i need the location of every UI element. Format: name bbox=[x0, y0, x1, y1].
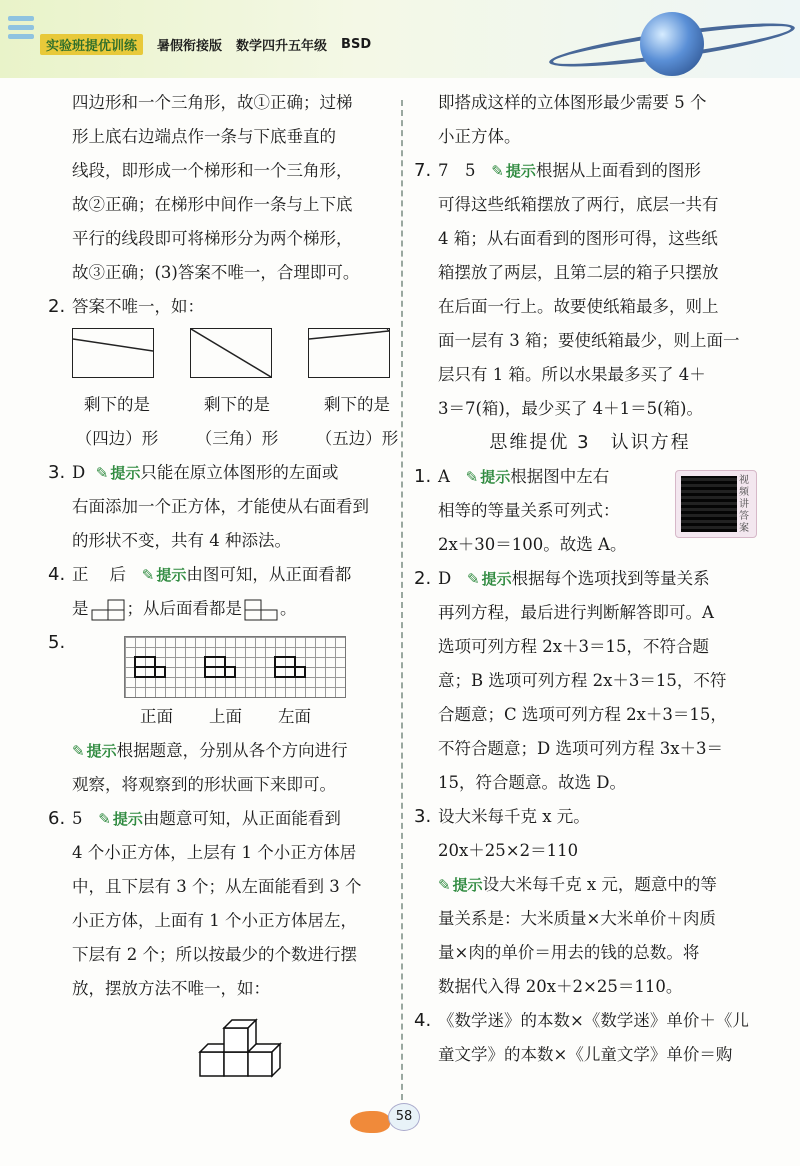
rect-figure-quadrilateral bbox=[72, 328, 154, 378]
text-line: 右面添加一个正方体，才能使从右面看到 bbox=[72, 497, 369, 516]
hint-label: ✎ 提示 bbox=[98, 810, 143, 828]
question-number: 3. bbox=[48, 462, 66, 483]
text-line: 下层有 2 个；所以按最少的个数进行摆 bbox=[72, 945, 357, 964]
view-grid-figure bbox=[48, 630, 393, 714]
text-line: 意；B 选项可列方程 2x＋3＝15，不符 bbox=[438, 671, 727, 690]
hint-text: 由图可知，从正面看都 bbox=[186, 565, 352, 584]
answer: 后 bbox=[109, 565, 126, 584]
dotted-grid bbox=[124, 636, 346, 698]
hint-label: ✎ 提示 bbox=[142, 566, 187, 584]
text-line: 的形状不变，共有 4 种添法。 bbox=[72, 531, 291, 550]
back-view-shape bbox=[244, 599, 278, 621]
hint-label: ✎ 提示 bbox=[438, 876, 483, 894]
answer: 5 bbox=[72, 809, 83, 828]
hint-label: ✎ 提示 bbox=[72, 742, 117, 760]
text-line: 观察，将观察到的形状画下来即可。 bbox=[72, 775, 336, 794]
hint-label: ✎ 提示 bbox=[491, 162, 536, 180]
page-number: 58 bbox=[388, 1103, 420, 1131]
subject-label: 数学四升五年级 bbox=[236, 38, 328, 54]
figure-captions-2 bbox=[48, 422, 402, 456]
series-brand: 实验班提优训练 bbox=[40, 34, 143, 55]
question-3 bbox=[48, 456, 393, 490]
question-number: 5. bbox=[48, 632, 66, 653]
text-line: 故②正确；在梯形中间作一条与上下底 bbox=[72, 195, 353, 214]
answer: A bbox=[438, 467, 450, 486]
section-title: 思维提优 3 认识方程 bbox=[489, 432, 691, 453]
hint-line bbox=[48, 734, 393, 768]
page-header bbox=[0, 0, 800, 78]
text-line: 小正方体，上面有 1 个小正方体居左， bbox=[72, 911, 357, 930]
text-line: 层只有 1 箱。所以水果最多买了 4＋ bbox=[438, 365, 706, 384]
text-line: 不符合题意；D 选项可列方程 3x＋3＝ bbox=[438, 739, 724, 758]
qr-caption: 视频讲答案 bbox=[739, 475, 749, 534]
answer: 7 5 bbox=[438, 161, 476, 180]
front-view-shape bbox=[91, 599, 125, 621]
hint-label: ✎ 提示 bbox=[96, 464, 141, 482]
cube-stack-figure bbox=[48, 1006, 393, 1082]
section-question-2 bbox=[414, 562, 766, 596]
split-rect-figures bbox=[48, 324, 393, 388]
text-line: 箱摆放了两层，且第二层的箱子只摆放 bbox=[438, 263, 719, 282]
section-question-4 bbox=[414, 1004, 766, 1038]
hint-line bbox=[414, 868, 766, 902]
left-column bbox=[48, 86, 399, 1082]
column-divider bbox=[401, 100, 403, 1110]
page-footer bbox=[350, 1095, 450, 1143]
hint-text: 根据图中左右 bbox=[510, 467, 610, 486]
video-answer-qr[interactable] bbox=[675, 470, 757, 538]
question-6 bbox=[48, 802, 393, 836]
hint-text: 由题意可知，从正面能看到 bbox=[142, 809, 341, 828]
question-7 bbox=[414, 154, 766, 188]
text-line: 合题意；C 选项可列方程 2x＋3＝15， bbox=[438, 705, 727, 724]
text-fragment: 《数学迷》的本数×《数学迷》单价＋《儿 bbox=[438, 1011, 749, 1030]
qr-code-icon bbox=[681, 476, 737, 532]
figure-caption: 剩下的是 bbox=[84, 395, 150, 414]
view-label: 左面 bbox=[278, 707, 311, 726]
hint-text: 根据每个选项找到等量关系 bbox=[511, 569, 710, 588]
equation-line: 20x＋25×2＝110 bbox=[438, 841, 579, 860]
text-line: 4 个小正方体，上层有 1 个小正方体居 bbox=[72, 843, 357, 862]
hint-text: 根据从上面看到的图形 bbox=[535, 161, 701, 180]
question-2 bbox=[48, 290, 393, 324]
text-fragment: 。 bbox=[280, 599, 297, 618]
text-line: 童文学》的本数×《儿童文学》单价＝购 bbox=[438, 1045, 733, 1064]
text-line: 故③正确；(3)答案不唯一，合理即可。 bbox=[72, 263, 360, 282]
question-number: 2. bbox=[414, 568, 432, 589]
text-line: 选项可列方程 2x＋3＝15，不符合题 bbox=[438, 637, 710, 656]
question-number: 2. bbox=[48, 296, 66, 317]
text-line: 小正方体。 bbox=[438, 127, 521, 146]
question-number: 1. bbox=[414, 466, 432, 487]
text-line: 2x＋30＝100。故选 A。 bbox=[438, 535, 627, 554]
figure-caption: （四边）形 bbox=[75, 429, 159, 448]
header-bar bbox=[40, 34, 371, 54]
fish-mascot-icon bbox=[350, 1111, 390, 1133]
text-line: 再列方程，最后进行判断解答即可。A bbox=[438, 603, 714, 622]
section-question-3 bbox=[414, 800, 766, 834]
figure-caption: （五边）形 bbox=[315, 429, 399, 448]
hint-label: ✎ 提示 bbox=[466, 468, 511, 486]
rect-figure-triangle bbox=[190, 328, 272, 378]
text-line: 面一层有 3 箱；要使纸箱最少，则上面一 bbox=[438, 331, 740, 350]
text-line: 放，摆放方法不唯一，如： bbox=[72, 979, 270, 998]
hint-text: 根据题意，分别从各个方向进行 bbox=[116, 741, 348, 760]
text-line: 平行的线段即可将梯形分为两个梯形， bbox=[72, 229, 353, 248]
question-4 bbox=[48, 558, 393, 592]
planet-illustration bbox=[640, 12, 704, 76]
text-line: 线段，即形成一个梯形和一个三角形， bbox=[72, 161, 353, 180]
figure-caption: 剩下的是 bbox=[324, 395, 390, 414]
text-fragment: ；从后面看都是 bbox=[126, 599, 242, 618]
text-line: 形上底右边端点作一条与下底垂直的 bbox=[72, 127, 336, 146]
text-line: 数据代入得 20x＋2×25＝110。 bbox=[438, 977, 683, 996]
question-number: 4. bbox=[48, 564, 66, 585]
text-line: 在后面一行上。故要使纸箱最多，则上 bbox=[438, 297, 719, 316]
text-line: 4 箱；从右面看到的图形可得，这些纸 bbox=[438, 229, 718, 248]
question-number: 6. bbox=[48, 808, 66, 829]
question-4-line-2 bbox=[48, 592, 393, 626]
figure-caption: （三角）形 bbox=[195, 429, 279, 448]
text-line: 15，符合题意。故选 D。 bbox=[438, 773, 626, 792]
text-line: 3＝7(箱)，最少买了 4＋1＝5(箱)。 bbox=[438, 399, 703, 418]
text-line: 即搭成这样的立体图形最少需要 5 个 bbox=[438, 93, 707, 112]
edition-label: 暑假衔接版 bbox=[157, 38, 223, 54]
question-text: 答案不唯一，如： bbox=[72, 297, 204, 316]
figure-caption: 剩下的是 bbox=[204, 395, 270, 414]
view-label: 上面 bbox=[209, 707, 242, 726]
text-line: 四边形和一个三角形，故①正确；过梯 bbox=[72, 93, 353, 112]
hint-text: 只能在原立体图形的左面或 bbox=[140, 463, 339, 482]
hint-label: ✎ 提示 bbox=[467, 570, 512, 588]
text-line: 中，且下层有 3 个；从左面能看到 3 个 bbox=[72, 877, 362, 896]
question-number: 3. bbox=[414, 806, 432, 827]
text-fragment: 是 bbox=[72, 599, 89, 618]
text-line: 量×肉的单价＝用去的钱的总数。将 bbox=[438, 943, 700, 962]
text-line: 量关系是：大米质量×大米单价＋肉质 bbox=[438, 909, 716, 928]
answer: 正 bbox=[72, 565, 89, 584]
text-fragment: 设大米每千克 x 元。 bbox=[438, 807, 590, 826]
figure-captions-1 bbox=[48, 388, 402, 422]
text-line: 可得这些纸箱摆放了两行，底层一共有 bbox=[438, 195, 719, 214]
question-number: 4. bbox=[414, 1010, 432, 1031]
publisher-code: BSD bbox=[341, 36, 372, 52]
question-number: 7. bbox=[414, 160, 432, 181]
view-label: 正面 bbox=[140, 707, 173, 726]
rect-figure-pentagon bbox=[308, 328, 390, 378]
right-column bbox=[414, 86, 766, 1072]
header-decoration bbox=[8, 16, 34, 56]
answer: D bbox=[72, 463, 86, 482]
text-line: 相等的等量关系可列式： bbox=[438, 501, 620, 520]
hint-text: 设大米每千克 x 元，题意中的等 bbox=[482, 875, 717, 894]
answer: D bbox=[438, 569, 452, 588]
